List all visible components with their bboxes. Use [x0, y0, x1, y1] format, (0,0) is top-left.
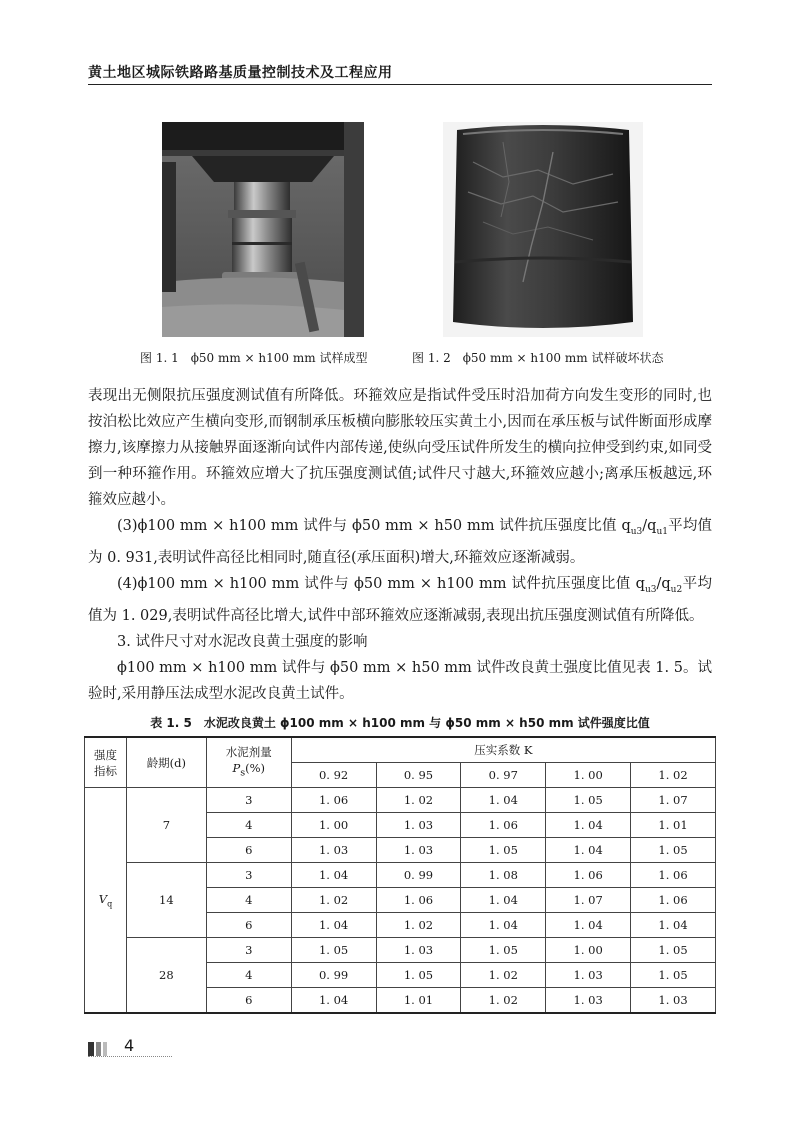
header-strength-indicator	[85, 737, 127, 788]
item-3-text-pre: (3)ϕ100 mm × h100 mm 试件与 ϕ50 mm × h50 mm 试件抗压强度比值 q	[117, 518, 631, 534]
indicator-vq	[85, 788, 127, 1014]
value-cell: 1. 03	[376, 813, 461, 838]
value-cell: 1. 04	[291, 988, 376, 1014]
figure-1-2-caption: 图 1. 2 ϕ50 mm × h100 mm 试样破坏状态	[412, 351, 664, 365]
paragraph-table-intro: ϕ100 mm × h100 mm 试件与 ϕ50 mm × h50 mm 试件改良黄土强度比值见表 1. 5。试验时,采用静压法成型水泥改良黄土试件。	[88, 659, 712, 702]
table-row	[85, 863, 716, 888]
header-k-value: 0. 92	[291, 763, 376, 788]
paragraph-hoop-effect: 表现出无侧限抗压强度测试值有所降低。环箍效应是指试件受压时沿加荷方向发生变形的同时,也按泊松比效应产生横向变形,而钢制承压板横向膨胀较压实黄土小,因而在承压板与试件断面形成摩擦力,该摩擦力从接触界面逐渐向试件内部传递,使纵向受压试件所发生的横向拉伸受到约束,如同受到一种环箍作用。环箍效应增大了抗压强度测试值;试件尺寸越大,环箍效应越小;离承压板越远,环箍效应越小。	[88, 388, 712, 508]
item-3-sub-2: u1	[656, 526, 668, 537]
value-cell: 1. 05	[461, 938, 546, 963]
value-cell: 1. 06	[376, 888, 461, 913]
header-k-value: 1. 00	[546, 763, 631, 788]
value-cell: 1. 04	[461, 913, 546, 938]
header-strength-line1: 强度	[93, 747, 117, 762]
value-cell: 1. 04	[546, 813, 631, 838]
value-cell: 1. 05	[461, 838, 546, 863]
failed-specimen-illustration	[443, 122, 643, 337]
value-cell: 1. 05	[376, 963, 461, 988]
value-cell: 1. 04	[461, 788, 546, 813]
age-cell: 28	[126, 938, 206, 1014]
value-cell: 1. 08	[461, 863, 546, 888]
value-cell: 0. 99	[376, 863, 461, 888]
paragraph-item-3	[88, 513, 712, 571]
value-cell: 1. 02	[461, 963, 546, 988]
value-cell: 0. 99	[291, 963, 376, 988]
header-k-value: 0. 95	[376, 763, 461, 788]
value-cell: 1. 00	[291, 813, 376, 838]
item-4-sub-2: u2	[670, 584, 683, 595]
age-cell: 7	[126, 788, 206, 863]
value-cell: 1. 03	[546, 963, 631, 988]
figure-1-1-caption: 图 1. 1 ϕ50 mm × h100 mm 试样成型	[140, 351, 368, 365]
footer-bar-mid	[96, 1042, 101, 1056]
item-3-sub-1: u3	[630, 526, 643, 537]
footer-bar-light	[103, 1042, 107, 1056]
header-cement-line1: 水泥剂量	[225, 744, 272, 759]
header-age: 龄期(d)	[126, 737, 206, 788]
age-cell: 14	[126, 863, 206, 938]
header-cement-unit: (%)	[245, 760, 266, 775]
value-cell: 1. 01	[376, 988, 461, 1014]
table-1-5-title: 表 1. 5 水泥改良黄土 ϕ100 mm × h100 mm 与 ϕ50 mm × h50 mm 试件强度比值	[150, 716, 650, 730]
value-cell: 1. 06	[631, 863, 716, 888]
value-cell: 1. 06	[461, 813, 546, 838]
indicator-subscript: q	[107, 899, 113, 909]
value-cell: 1. 02	[376, 913, 461, 938]
value-cell: 1. 05	[631, 963, 716, 988]
page-number: 4	[124, 1036, 135, 1055]
footer-bar-dark	[88, 1042, 94, 1056]
section-heading-3: 3. 试件尺寸对水泥改良黄土强度的影响	[117, 633, 368, 650]
value-cell: 1. 01	[631, 813, 716, 838]
dose-cell: 3	[206, 938, 291, 963]
body-text	[88, 383, 712, 707]
value-cell: 1. 03	[631, 988, 716, 1014]
dose-cell: 3	[206, 788, 291, 813]
value-cell: 1. 04	[461, 888, 546, 913]
value-cell: 1. 03	[291, 838, 376, 863]
item-3-text-mid: /q	[642, 518, 657, 534]
indicator-symbol: V	[98, 891, 108, 906]
value-cell: 1. 06	[546, 863, 631, 888]
paragraph-item-4	[88, 571, 712, 629]
value-cell: 1. 03	[376, 838, 461, 863]
table-row	[85, 788, 716, 813]
value-cell: 1. 00	[546, 938, 631, 963]
header-cement-symbol: P	[232, 760, 241, 775]
dose-cell: 4	[206, 888, 291, 913]
figure-specimen-failure	[443, 122, 643, 337]
value-cell: 1. 04	[546, 838, 631, 863]
header-cement-subscript: s	[240, 767, 246, 779]
item-3-text-post: 平均值为 0. 931,表明试件高径比相同时,随直径(承压面积)增大,环箍效应逐渐减弱。	[88, 518, 713, 566]
value-cell: 1. 03	[546, 988, 631, 1014]
value-cell: 1. 05	[631, 838, 716, 863]
dose-cell: 6	[206, 988, 291, 1014]
dose-cell: 6	[206, 913, 291, 938]
value-cell: 1. 04	[291, 913, 376, 938]
value-cell: 1. 05	[546, 788, 631, 813]
dose-cell: 3	[206, 863, 291, 888]
strength-ratio-table	[84, 736, 716, 1014]
value-cell: 1. 04	[546, 913, 631, 938]
dose-cell: 4	[206, 813, 291, 838]
header-k-value: 0. 97	[461, 763, 546, 788]
item-4-text-post: 平均值为 1. 029,表明试件高径比增大,试件中部环箍效应逐渐减弱,表现出抗压强度测试值有所降低。	[88, 575, 712, 624]
header-compaction: 压实系数 K	[291, 737, 715, 763]
value-cell: 1. 07	[631, 788, 716, 813]
item-4-text-mid: /q	[656, 575, 671, 592]
value-cell: 1. 03	[376, 938, 461, 963]
value-cell: 1. 02	[461, 988, 546, 1014]
value-cell: 1. 05	[631, 938, 716, 963]
press-photo-illustration	[162, 122, 364, 337]
value-cell: 1. 02	[291, 888, 376, 913]
footer-rule	[88, 1056, 172, 1057]
footer-decoration	[88, 1042, 118, 1056]
value-cell: 1. 02	[376, 788, 461, 813]
running-header: 黄土地区城际铁路路基质量控制技术及工程应用	[88, 65, 393, 81]
value-cell: 1. 07	[546, 888, 631, 913]
item-4-text-pre: (4)ϕ100 mm × h100 mm 试件与 ϕ50 mm × h100 mm 试件抗压强度比值 q	[117, 575, 645, 592]
header-k-value: 1. 02	[631, 763, 716, 788]
dose-cell: 6	[206, 838, 291, 863]
table-row	[85, 938, 716, 963]
figure-specimen-forming	[162, 122, 364, 337]
header-strength-line2: 指标	[93, 763, 117, 778]
dose-cell: 4	[206, 963, 291, 988]
header-cement-dose	[206, 737, 291, 788]
header-rule	[88, 84, 712, 85]
item-4-sub-1: u3	[644, 584, 657, 595]
value-cell: 1. 05	[291, 938, 376, 963]
value-cell: 1. 04	[631, 913, 716, 938]
value-cell: 1. 04	[291, 863, 376, 888]
value-cell: 1. 06	[291, 788, 376, 813]
value-cell: 1. 06	[631, 888, 716, 913]
